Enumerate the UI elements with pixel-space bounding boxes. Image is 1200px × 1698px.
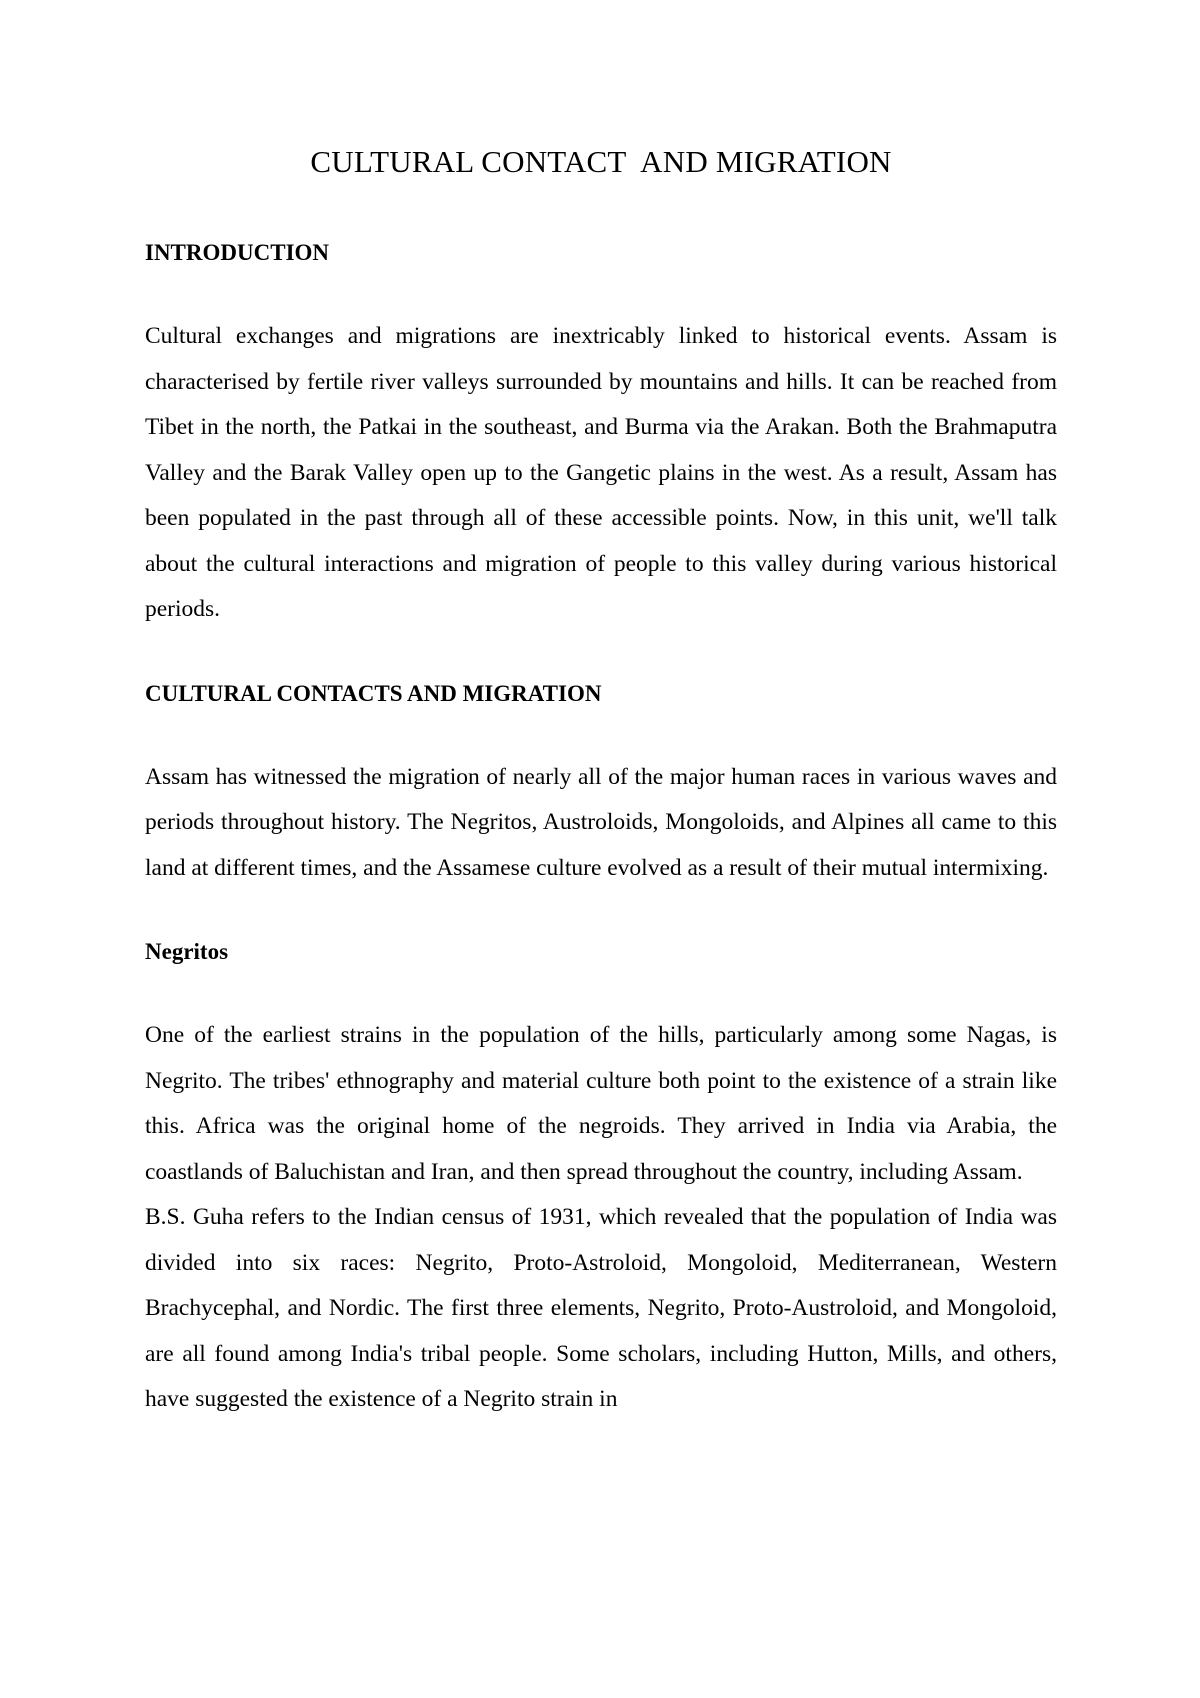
negritos-heading: Negritos (145, 939, 229, 964)
document-body (145, 140, 1057, 1423)
cultural-contacts-paragraph: Assam has witnessed the migration of nearly all of the major human races in various waves and periods throughout history. The Negritos, Austroloids, Mongoloids, and Alpines all came to this land at different times, and the Assamese culture evolved as a result of their mutual intermixing. (145, 763, 1057, 881)
introduction-paragraph: Cultural exchanges and migrations are inextricably linked to historical events. Assam is characterised by fertile river valleys surrounded by mountains and hills. It can be reached from Tibet in the north, the Patkai in the southeast, and Burma via the Arakan. Both the Brahmaputra Valley and the Barak Valley open up to the Gangetic plains in the west. As a result, Assam has been populated in the past through all of these accessible points. Now, in this unit, we'll talk about the cultural interactions and migration of people to this valley during various historical periods. (145, 323, 1057, 622)
document-title: CULTURAL CONTACT AND MIGRATION (310, 144, 892, 179)
cultural-contacts-heading: CULTURAL CONTACTS AND MIGRATION (145, 680, 602, 706)
introduction-heading: INTRODUCTION (145, 240, 330, 265)
negritos-paragraph-2: B.S. Guha refers to the Indian census of 1931, which revealed that the population of India was divided into six races: Negrito, Proto-Astroloid, Mongoloid, Mediterranean, Western Brachycephal, and Nordic. The first three elements, Negrito, Proto-Austroloid, and Mongoloid, are all found among India's tribal people. Some scholars, including Hutton, Mills, and others, have suggested the existence of a Negrito strain in (145, 1204, 1057, 1412)
negritos-paragraph-1: One of the earliest strains in the population of the hills, particularly among some Nagas, is Negrito. The tribes' ethnography and material culture both point to the existence of a strain like this. Africa was the original home of the negroids. They arrived in India via Arabia, the coastlands of Baluchistan and Iran, and then spread throughout the country, including Assam. (145, 1022, 1057, 1185)
